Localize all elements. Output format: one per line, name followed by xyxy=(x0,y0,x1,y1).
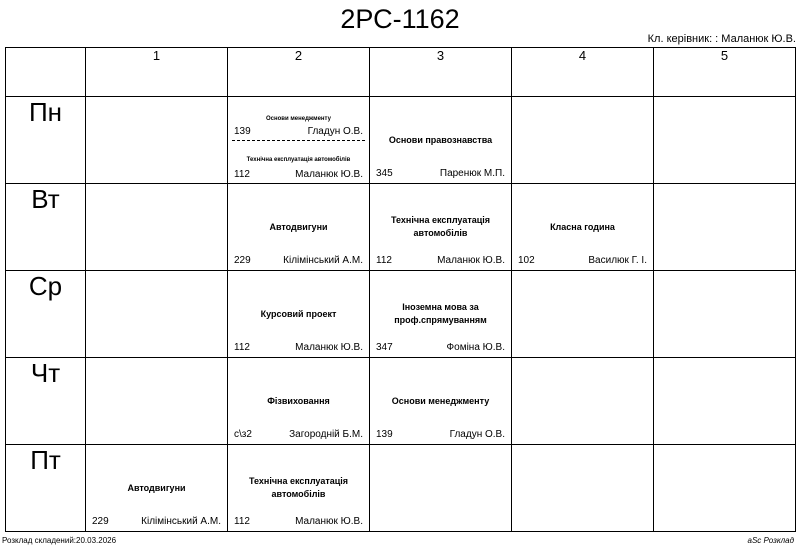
lesson-subject: Фізвиховання xyxy=(267,396,330,406)
period-header: 3 xyxy=(370,48,512,97)
lesson-teacher: Маланюк Ю.В. xyxy=(295,516,363,527)
day-label: Пн xyxy=(6,97,86,184)
lesson-cell xyxy=(228,445,370,532)
lesson-teacher: Гладун О.В. xyxy=(449,429,505,440)
lesson-cell-empty xyxy=(370,445,512,532)
lesson-cell xyxy=(228,358,370,445)
lesson-cell xyxy=(370,271,512,358)
lesson-teacher: Маланюк Ю.В. xyxy=(437,255,505,266)
lesson-teacher: Загородній Б.М. xyxy=(289,429,363,440)
lesson-room: 139 xyxy=(376,429,393,440)
lesson-cell-empty xyxy=(512,445,654,532)
lesson-cell xyxy=(370,184,512,271)
lesson-cell-empty xyxy=(654,445,796,532)
lesson-room: 347 xyxy=(376,342,393,353)
day-row-mon xyxy=(6,97,796,184)
lesson-subject: Іноземна мова за проф.спрямуванням xyxy=(394,302,487,325)
page-title: 2РС-1162 xyxy=(340,4,460,34)
lesson-cell xyxy=(86,445,228,532)
lesson-subject: Технічна експлуатація автомобілів xyxy=(246,157,351,163)
lesson-room: 229 xyxy=(234,255,251,266)
day-label: Ср xyxy=(6,271,86,358)
lesson-room: 112 xyxy=(234,342,250,353)
lesson-cell xyxy=(228,97,370,184)
lesson-cell-empty xyxy=(86,271,228,358)
lesson-cell-empty xyxy=(654,97,796,184)
lesson-subject: Класна година xyxy=(550,222,615,232)
lesson-room: 112 xyxy=(376,255,392,266)
lesson-cell-empty xyxy=(86,358,228,445)
day-row-tue xyxy=(6,184,796,271)
lesson-teacher: Маланюк Ю.В. xyxy=(295,169,363,180)
lesson-subject: Основи менеджменту xyxy=(391,396,490,406)
lesson-teacher: Василюк Г. І. xyxy=(588,255,647,266)
lesson-teacher: Паренюк М.П. xyxy=(439,168,505,179)
lesson-subject: Технічна експлуатація автомобілів xyxy=(248,476,349,499)
lesson-cell-empty xyxy=(654,184,796,271)
app-credit: aSc Розклад xyxy=(747,536,794,545)
day-label: Пт xyxy=(6,445,86,532)
class-teacher: Кл. керівник: : Маланюк Ю.В. xyxy=(647,33,796,45)
lesson-cell-empty xyxy=(512,271,654,358)
corner-cell xyxy=(6,48,86,97)
lesson-room: 229 xyxy=(92,516,109,527)
period-header: 4 xyxy=(512,48,654,97)
lesson-cell xyxy=(228,184,370,271)
lesson-cell-empty xyxy=(654,358,796,445)
lesson-teacher: Гладун О.В. xyxy=(307,126,363,137)
lesson-room: 345 xyxy=(376,168,393,179)
day-label: Вт xyxy=(6,184,86,271)
day-row-wed xyxy=(6,271,796,358)
lesson-subject: Основи менеджменту xyxy=(266,116,331,122)
lesson-teacher: Маланюк Ю.В. xyxy=(295,342,363,353)
lesson-subject: Основи правознавства xyxy=(388,135,493,145)
day-label: Чт xyxy=(6,358,86,445)
lesson-cell-empty xyxy=(86,184,228,271)
lesson-cell xyxy=(512,184,654,271)
timetable-grid xyxy=(5,47,796,532)
lesson-room: 102 xyxy=(518,255,535,266)
day-row-thu xyxy=(6,358,796,445)
day-row-fri xyxy=(6,445,796,532)
lesson-room: 112 xyxy=(234,516,250,527)
lesson-room: 139 xyxy=(234,126,251,137)
lesson-cell-empty xyxy=(86,97,228,184)
lesson-subject: Автодвигуни xyxy=(269,222,328,232)
lesson-subject: Автодвигуни xyxy=(127,483,186,493)
created-date: Розклад складений:20.03.2026 xyxy=(2,536,117,545)
period-header: 5 xyxy=(654,48,796,97)
period-header: 1 xyxy=(86,48,228,97)
lesson-cell-empty xyxy=(512,358,654,445)
lesson-subject: Курсовий проект xyxy=(260,309,337,319)
lesson-room: 112 xyxy=(234,169,250,180)
lesson-cell-empty xyxy=(654,271,796,358)
period-header: 2 xyxy=(228,48,370,97)
lesson-teacher: Кілімінський А.М. xyxy=(283,255,363,266)
lesson-cell xyxy=(370,97,512,184)
lesson-room: c\з2 xyxy=(234,429,252,440)
lesson-cell-empty xyxy=(512,97,654,184)
lesson-teacher: Фоміна Ю.В. xyxy=(446,342,505,353)
lesson-teacher: Кілімінський А.М. xyxy=(141,516,221,527)
lesson-cell xyxy=(370,358,512,445)
lesson-subject: Технічна експлуатація автомобілів xyxy=(390,215,491,238)
lesson-cell xyxy=(228,271,370,358)
header-row xyxy=(6,48,796,97)
